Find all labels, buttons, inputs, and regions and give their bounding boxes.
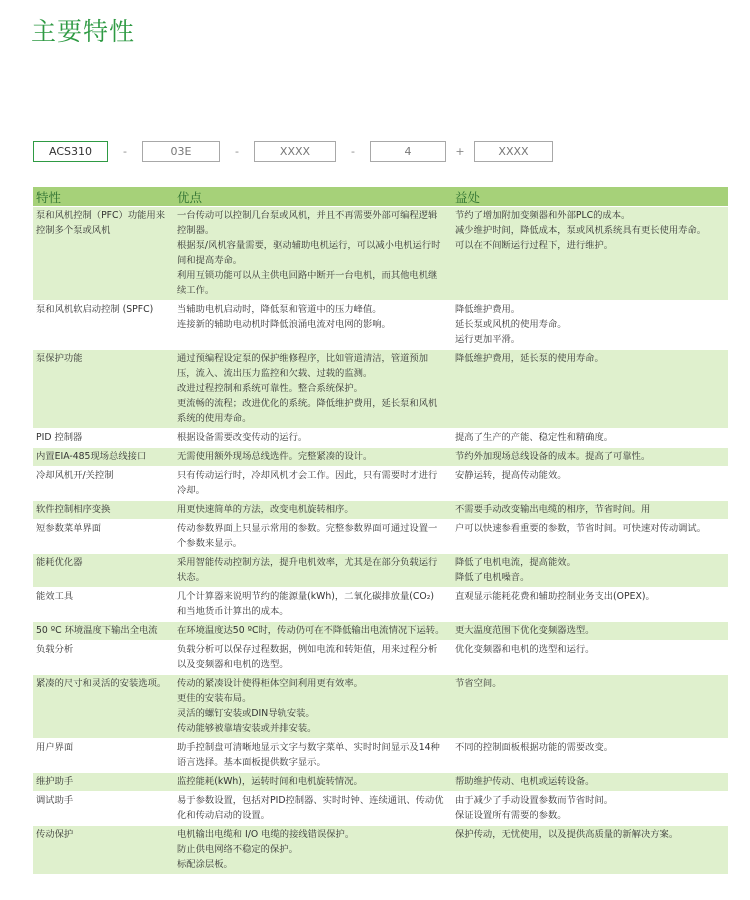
features-table-body bbox=[33, 207, 728, 875]
advantage-cell bbox=[174, 641, 452, 675]
header-advantages: 优点 bbox=[174, 187, 452, 207]
benefit-line: 优化变频器和电机的选型和运行。 bbox=[455, 644, 595, 655]
benefit-line: 节省空间。 bbox=[455, 678, 502, 689]
advantage-line: 更流畅的流程；改进优化的系统。降低维护费用，延长泵和风机系统的使用寿命。 bbox=[177, 398, 438, 424]
advantage-line: 助手控制盘可清晰地显示文字与数字菜单、实时时间显示及14种语言选择。基本面板提供数字显示。 bbox=[177, 742, 440, 768]
advantage-cell bbox=[174, 501, 452, 520]
advantage-line: 通过预编程设定泵的保护维修程序，比如管道清洁，管道预加压，流入、流出压力监控和欠载、过载的监测。 bbox=[177, 353, 429, 379]
type-code-box: XXXX bbox=[254, 141, 336, 162]
benefit-cell bbox=[452, 448, 728, 467]
feature-cell: 冷却风机开/关控制 bbox=[33, 467, 174, 501]
table-row bbox=[33, 773, 728, 792]
table-row bbox=[33, 301, 728, 350]
advantage-line: 防止供电网络不稳定的保护。 bbox=[177, 844, 298, 855]
type-code-separator: + bbox=[455, 145, 465, 158]
table-row bbox=[33, 826, 728, 875]
advantage-line: 根据设备需要改变传动的运行。 bbox=[177, 432, 308, 443]
feature-cell: 传动保护 bbox=[33, 826, 174, 875]
page-title: 主要特性 bbox=[31, 17, 136, 46]
benefit-cell bbox=[452, 501, 728, 520]
advantage-line: 标配涂层板。 bbox=[177, 859, 233, 870]
advantage-line: 一台传动可以控制几台泵或风机，并且不再需要外部可编程逻辑控制器。 bbox=[177, 210, 438, 236]
benefit-cell bbox=[452, 429, 728, 448]
feature-cell: 负载分析 bbox=[33, 641, 174, 675]
feature-cell: 50 ºC 环境温度下输出全电流 bbox=[33, 622, 174, 641]
header-feature: 特性 bbox=[33, 187, 174, 207]
type-code-box: 03E bbox=[142, 141, 220, 162]
table-row bbox=[33, 588, 728, 622]
advantage-cell bbox=[174, 301, 452, 350]
advantage-line: 灵活的螺钉安装或DIN导轨安装。 bbox=[177, 708, 315, 719]
type-code-separator: - bbox=[235, 145, 239, 158]
benefit-line: 保护传动，无忧使用，以及提供高质量的新解决方案。 bbox=[455, 829, 679, 840]
advantage-cell bbox=[174, 207, 452, 301]
advantage-cell bbox=[174, 429, 452, 448]
benefit-cell bbox=[452, 554, 728, 588]
table-row bbox=[33, 501, 728, 520]
benefit-cell bbox=[452, 675, 728, 739]
benefit-cell bbox=[452, 350, 728, 429]
benefit-line: 保证设置所有需要的参数。 bbox=[455, 810, 567, 821]
type-code-row bbox=[33, 141, 553, 162]
feature-cell: 泵和风机控制（PFC）功能用来控制多个泵或风机 bbox=[33, 207, 174, 301]
feature-cell: 紧凑的尺寸和灵活的安装选项。 bbox=[33, 675, 174, 739]
features-table bbox=[33, 187, 728, 875]
advantage-line: 无需使用额外现场总线选件。完整紧凑的设计。 bbox=[177, 451, 373, 462]
advantage-line: 电机输出电缆和 I/O 电缆的接线错误保护。 bbox=[177, 829, 355, 840]
advantage-line: 负载分析可以保存过程数据，例如电流和转矩值，用来过程分析以及变频器和电机的选型。 bbox=[177, 644, 438, 670]
feature-cell: 短参数菜单界面 bbox=[33, 520, 174, 554]
feature-cell: PID 控制器 bbox=[33, 429, 174, 448]
type-code-box: ACS310 bbox=[33, 141, 108, 162]
feature-cell: 能耗优化器 bbox=[33, 554, 174, 588]
advantage-line: 采用智能传动控制方法，提升电机效率，尤其是在部分负载运行状态。 bbox=[177, 557, 438, 583]
advantage-cell bbox=[174, 792, 452, 826]
benefit-cell bbox=[452, 641, 728, 675]
benefit-cell bbox=[452, 301, 728, 350]
advantage-line: 监控能耗(kWh)，运转时间和电机旋转情况。 bbox=[177, 776, 363, 787]
feature-cell: 用户界面 bbox=[33, 739, 174, 773]
table-row bbox=[33, 448, 728, 467]
benefit-cell bbox=[452, 520, 728, 554]
benefit-cell bbox=[452, 622, 728, 641]
feature-cell: 内置EIA-485现场总线接口 bbox=[33, 448, 174, 467]
table-row bbox=[33, 350, 728, 429]
benefit-line: 降低维护费用。 bbox=[455, 304, 521, 315]
benefit-line: 降低了电机噪音。 bbox=[455, 572, 530, 583]
table-row bbox=[33, 554, 728, 588]
advantage-cell bbox=[174, 448, 452, 467]
table-row bbox=[33, 739, 728, 773]
advantage-cell bbox=[174, 826, 452, 875]
benefit-line: 户可以快速参看重要的参数，节省时间。可快速对传动调试。 bbox=[455, 523, 707, 534]
advantage-line: 在环境温度达50 ºC时，传动仍可在不降低输出电流情况下运转。 bbox=[177, 625, 445, 636]
type-code-box: 4 bbox=[370, 141, 446, 162]
benefit-cell bbox=[452, 773, 728, 792]
type-code-box: XXXX bbox=[474, 141, 553, 162]
table-row bbox=[33, 675, 728, 739]
benefit-line: 降低维护费用，延长泵的使用寿命。 bbox=[455, 353, 604, 364]
benefit-line: 运行更加平滑。 bbox=[455, 334, 521, 345]
feature-cell: 泵保护功能 bbox=[33, 350, 174, 429]
table-row bbox=[33, 622, 728, 641]
header-benefits: 益处 bbox=[452, 187, 728, 207]
benefit-line: 可以在不间断运行过程下，进行维护。 bbox=[455, 240, 614, 251]
advantage-line: 利用互锁功能可以从主供电回路中断开一台电机，而其他电机继续工作。 bbox=[177, 270, 438, 296]
advantage-cell bbox=[174, 675, 452, 739]
advantage-line: 易于参数设置，包括对PID控制器、实时时钟、连续通讯、传动优化和传动启动的设置。 bbox=[177, 795, 444, 821]
feature-cell: 泵和风机软启动控制 (SPFC) bbox=[33, 301, 174, 350]
benefit-line: 节约外加现场总线设备的成本。提高了可靠性。 bbox=[455, 451, 651, 462]
benefit-cell bbox=[452, 467, 728, 501]
advantage-cell bbox=[174, 622, 452, 641]
advantage-cell bbox=[174, 467, 452, 501]
feature-cell: 能效工具 bbox=[33, 588, 174, 622]
feature-cell: 维护助手 bbox=[33, 773, 174, 792]
feature-cell: 软件控制相序变换 bbox=[33, 501, 174, 520]
type-code-separator: - bbox=[123, 145, 127, 158]
table-row bbox=[33, 641, 728, 675]
advantage-cell bbox=[174, 588, 452, 622]
feature-cell: 调试助手 bbox=[33, 792, 174, 826]
benefit-line: 不需要手动改变输出电缆的相序，节省时间。用 bbox=[455, 504, 651, 515]
table-row bbox=[33, 467, 728, 501]
table-row bbox=[33, 207, 728, 301]
benefit-line: 节约了增加附加变频器和外部PLC的成本。 bbox=[455, 210, 631, 221]
table-row bbox=[33, 429, 728, 448]
benefit-line: 更大温度范围下优化变频器选型。 bbox=[455, 625, 595, 636]
benefit-line: 不同的控制面板根据功能的需要改变。 bbox=[455, 742, 614, 753]
advantage-cell bbox=[174, 520, 452, 554]
benefit-cell bbox=[452, 739, 728, 773]
benefit-cell bbox=[452, 588, 728, 622]
advantage-line: 几个计算器来说明节约的能源量(kWh)，二氧化碳排放量(CO₂) 和当地货币计算出的成本。 bbox=[177, 591, 435, 617]
benefit-line: 由于减少了手动设置参数而节省时间。 bbox=[455, 795, 614, 806]
advantage-line: 连接新的辅助电动机时降低浪涌电流对电网的影响。 bbox=[177, 319, 391, 330]
advantage-line: 当辅助电机启动时，降低泵和管道中的压力峰值。 bbox=[177, 304, 382, 315]
benefit-line: 减少维护时间，降低成本，泵或风机系统具有更长使用寿命。 bbox=[455, 225, 707, 236]
benefit-line: 安静运转，提高传动能效。 bbox=[455, 470, 567, 481]
table-header-row bbox=[33, 187, 728, 207]
advantage-cell bbox=[174, 554, 452, 588]
advantage-line: 只有传动运行时，冷却风机才会工作。因此，只有需要时才进行冷却。 bbox=[177, 470, 438, 496]
advantage-line: 更佳的安装布局。 bbox=[177, 693, 252, 704]
advantage-cell bbox=[174, 773, 452, 792]
benefit-cell bbox=[452, 207, 728, 301]
benefit-cell bbox=[452, 792, 728, 826]
advantage-line: 传动参数界面上只显示常用的参数。完整参数界面可通过设置一个参数来显示。 bbox=[177, 523, 438, 549]
advantage-line: 传动的紧凑设计使得柜体空间利用更有效率。 bbox=[177, 678, 363, 689]
benefit-line: 降低了电机电流，提高能效。 bbox=[455, 557, 576, 568]
advantage-cell bbox=[174, 739, 452, 773]
benefit-line: 直观显示能耗花费和辅助控制业务支出(OPEX)。 bbox=[455, 591, 655, 602]
advantage-line: 传动能够被靠墙安装或并排安装。 bbox=[177, 723, 317, 734]
benefit-line: 延长泵或风机的使用寿命。 bbox=[455, 319, 567, 330]
table-row bbox=[33, 520, 728, 554]
table-row bbox=[33, 792, 728, 826]
advantage-line: 用更快速简单的方法，改变电机旋转相序。 bbox=[177, 504, 354, 515]
type-code-separator: - bbox=[351, 145, 355, 158]
benefit-line: 提高了生产的产能、稳定性和精确度。 bbox=[455, 432, 614, 443]
advantage-line: 改进过程控制和系统可靠性。整合系统保护。 bbox=[177, 383, 363, 394]
benefit-cell bbox=[452, 826, 728, 875]
benefit-line: 帮助维护传动、电机或运转设备。 bbox=[455, 776, 595, 787]
advantage-cell bbox=[174, 350, 452, 429]
advantage-line: 根据泵/风机容量需要，驱动辅助电机运行，可以减小电机运行时间和提高寿命。 bbox=[177, 240, 441, 266]
